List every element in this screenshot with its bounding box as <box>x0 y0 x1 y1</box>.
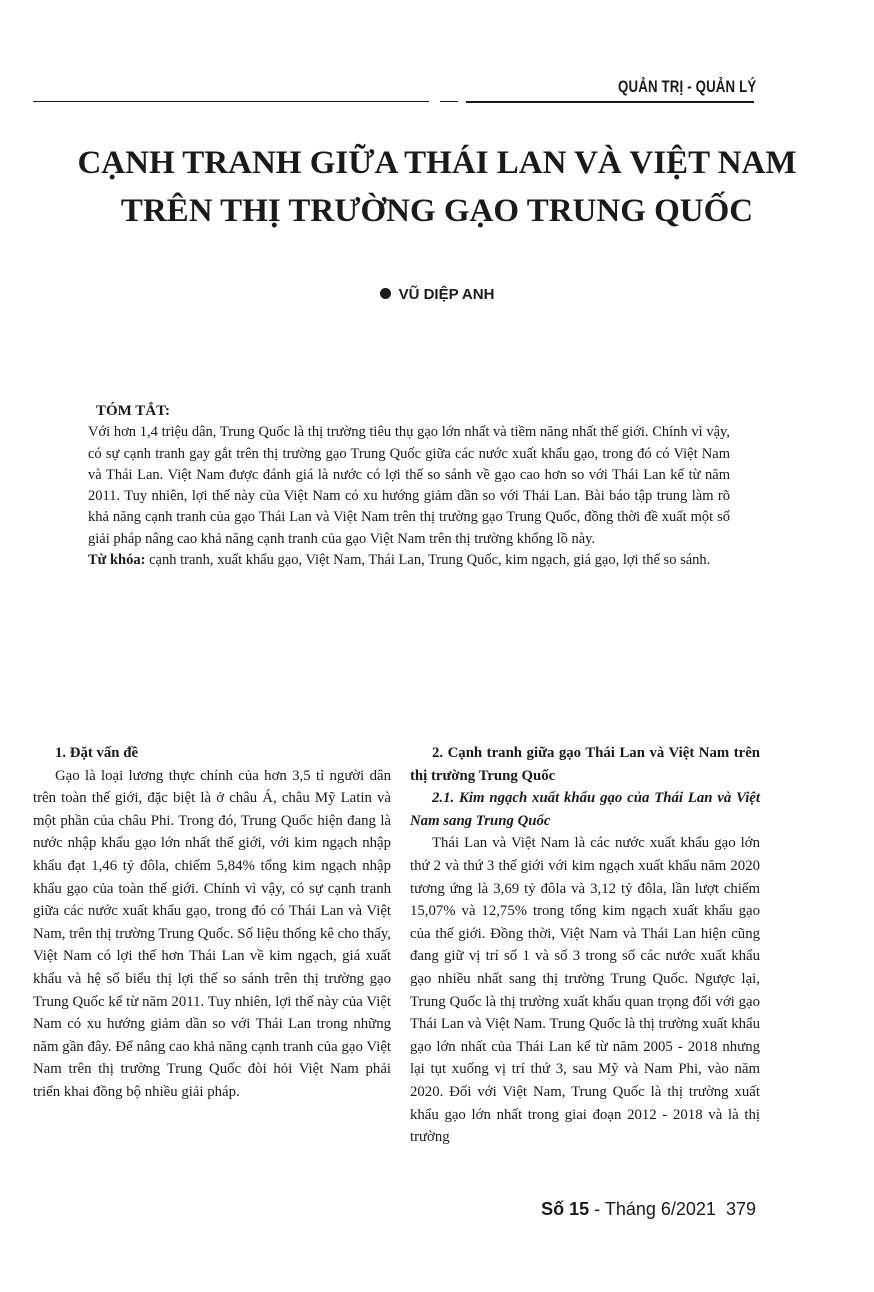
issue-date: - Tháng 6/2021 <box>589 1199 716 1219</box>
section-label: QUẢN TRỊ - QUẢN LÝ <box>617 77 756 96</box>
keywords-label: Từ khóa: <box>88 552 146 569</box>
section-2-heading: 2. Cạnh tranh giữa gạo Thái Lan và Việt Nam trên thị trường Trung Quốc <box>410 745 760 784</box>
abstract-text: Với hơn 1,4 triệu dân, Trung Quốc là thị trường tiêu thụ gạo lớn nhất và tiềm năng nhất thế giới. Chính vì vậy, có sự cạnh tranh gay gắt trên thị trường gạo Trung Quốc giữa các nước xuất khẩu gạo, trong đó có Việt Nam và Thái Lan. Việt Nam được đánh giá là nước có lợi thế so sánh về gạo cao hơn so với Thái Lan kể từ năm 2011. Tuy nhiên, lợi thế này của Việt Nam có xu hướng giảm dần so với Thái Lan. Bài báo tập trung làm rõ khả năng cạnh tranh của gạo Thái Lan và Việt Nam trên thị trường gạo Trung Quốc, đồng thời đề xuất một số giải pháp nâng cao khả năng cạnh tranh của gạo Việt Nam trên thị trường khổng lồ này. <box>88 424 730 547</box>
page-footer <box>541 1199 756 1220</box>
header-rule-segment <box>466 101 754 103</box>
left-column <box>33 742 391 1104</box>
keywords-text: cạnh tranh, xuất khẩu gạo, Việt Nam, Thái Lan, Trung Quốc, kim ngạch, giá gạo, lợi thế so sánh. <box>145 552 711 569</box>
header-rule <box>33 101 429 102</box>
issue-number: Số 15 <box>541 1199 590 1219</box>
author-byline <box>0 286 874 303</box>
section-2-1-body: Thái Lan và Việt Nam là các nước xuất khẩu gạo lớn thứ 2 và thứ 3 thế giới với kim ngạch xuất khẩu năm 2020 tương ứng là 3,69 tỷ đôla và 3,12 tỷ đôla, lần lượt chiếm 15,07% và 12,75% trong tổng kim ngạch xuất khẩu gạo của thế giới. Đồng thời, Việt Nam và Thái Lan hiện cũng đang giữ vị trí số 1 và số 3 trong số các nước xuất khẩu gạo nhiều nhất sang thị trường Trung Quốc. Ngược lại, Trung Quốc là thị trường xuất khẩu quan trọng đối với gạo Thái Lan và Việt Nam. Trung Quốc là thị trường xuất khẩu gạo lớn nhất của Thái Lan kể từ năm 2005 - 2018 nhưng lại tụt xuống vị trí thứ 3, sau Mỹ và Nam Phi, vào năm 2020. Đối với Việt Nam, Trung Quốc là thị trường xuất khẩu gạo lớn nhất trong giai đoạn 2012 - 2018 và là thị trường <box>410 835 760 1146</box>
section-2-1-subheading: 2.1. Kim ngạch xuất khẩu gạo của Thái Lan và Việt Nam sang Trung Quốc <box>410 790 760 829</box>
section-1-heading: 1. Đặt vấn đề <box>55 745 139 761</box>
right-column <box>410 742 760 1149</box>
page-number: 379 <box>725 1199 756 1219</box>
bullet-icon <box>380 288 391 299</box>
author-name: VŨ DIỆP ANH <box>398 286 495 303</box>
abstract <box>88 401 730 571</box>
article-title-line-1: CẠNH TRANH GIỮA THÁI LAN VÀ VIỆT NAM <box>77 145 797 181</box>
header-rule-segment <box>440 101 458 102</box>
keywords <box>88 550 730 571</box>
article-title-line-2: TRÊN THỊ TRƯỜNG GẠO TRUNG QUỐC <box>120 193 754 229</box>
abstract-heading: TÓM TẮT: <box>96 403 171 419</box>
section-1-body: Gạo là loại lương thực chính của hơn 3,5 tỉ người dân trên toàn thế giới, đặc biệt là ở châu Á, châu Mỹ Latin và một phần của châu Phi. Trong đó, Trung Quốc hiện đang là nước nhập khẩu gạo lớn nhất thế giới, với kim ngạch nhập khẩu đạt 1,46 tỷ đôla, chiếm 5,84% tổng kim ngạch nhập khẩu gạo của toàn thế giới. Chính vì vậy, có sự cạnh tranh giữa các nước xuất khẩu gạo, trong đó có Thái Lan và Việt Nam, trên thị trường Trung Quốc. Số liệu thống kê cho thấy, Việt Nam có lợi thế hơn Thái Lan về kim ngạch, giá xuất khẩu và hệ số biểu thị lợi thế so sánh trên thị trường gạo Trung Quốc kể từ năm 2011. Tuy nhiên, lợi thế này của Việt Nam có xu hướng giảm dần so với Thái Lan trong những năm gần đây. Để nâng cao khả năng cạnh tranh của gạo Việt Nam trên thị trường Trung Quốc đòi hỏi Việt Nam phải triển khai đồng bộ nhiều giải pháp. <box>33 767 391 1100</box>
